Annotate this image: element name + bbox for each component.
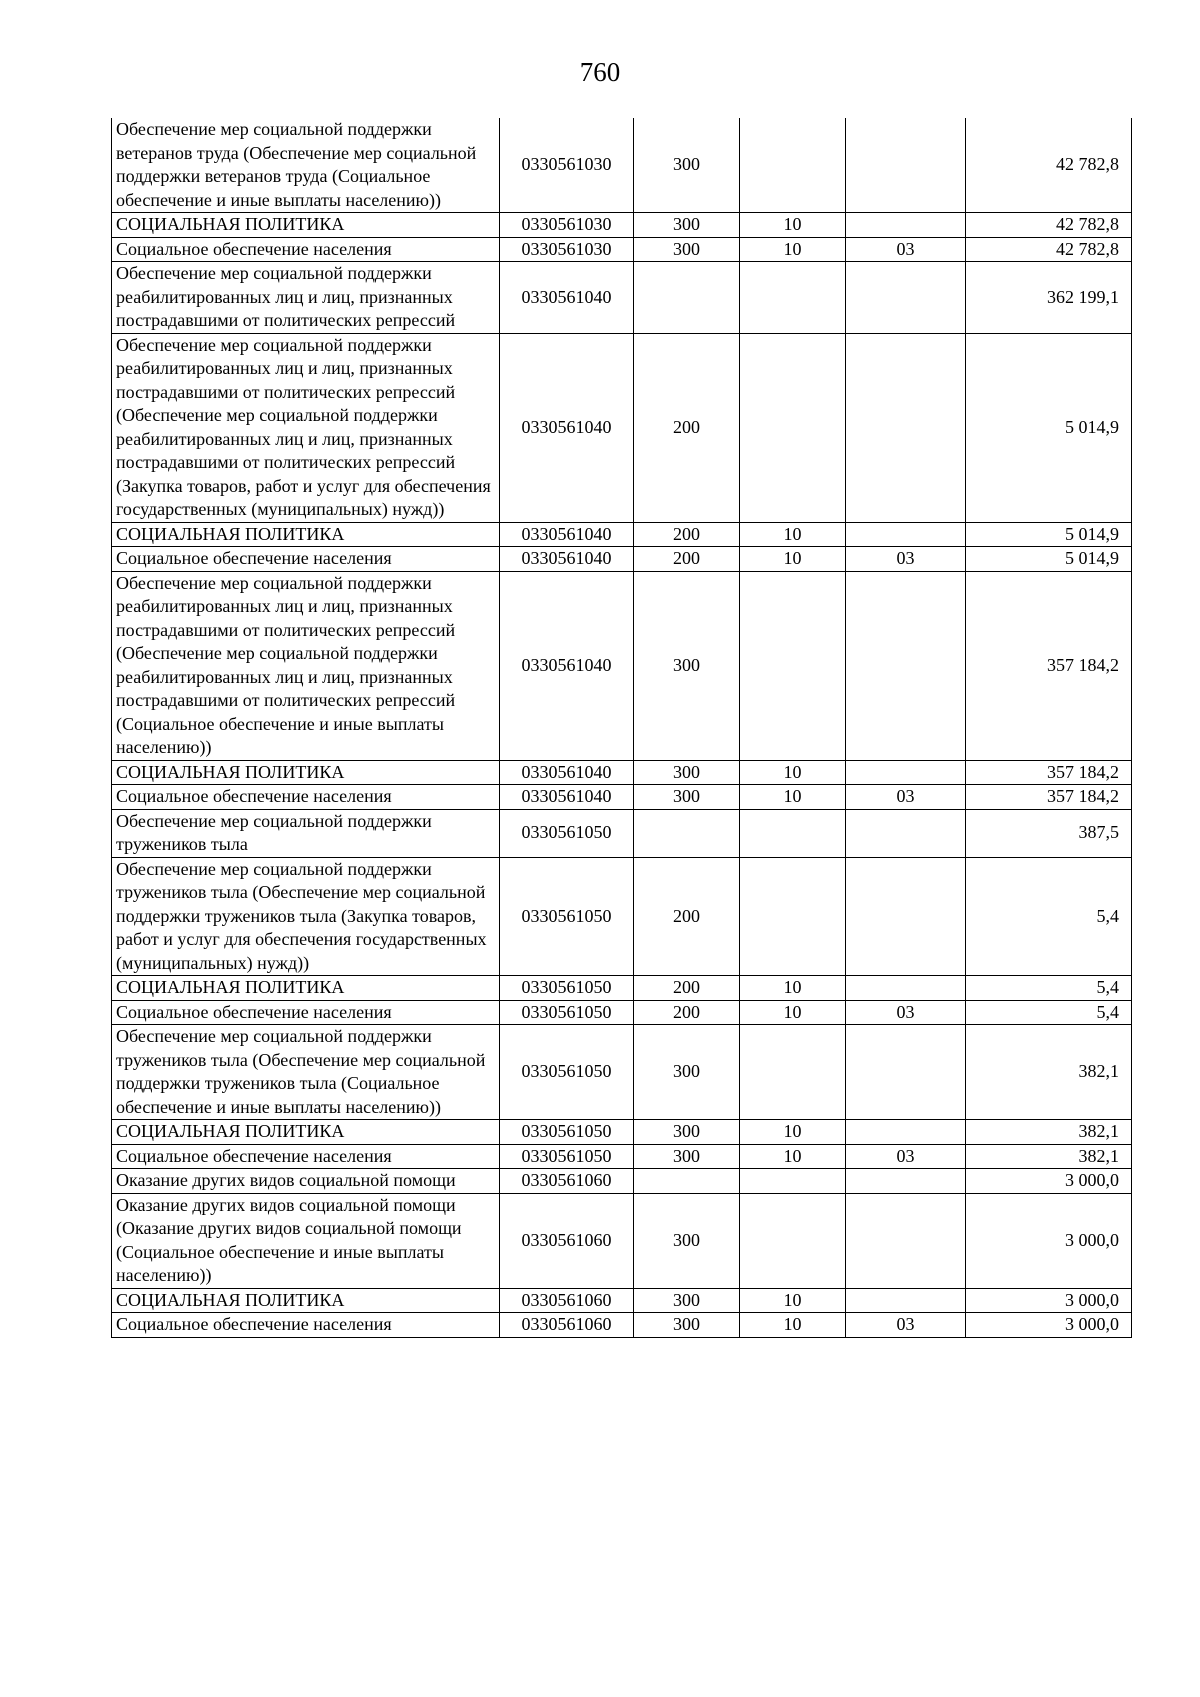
table-row xyxy=(112,262,1132,334)
row-subsection xyxy=(846,857,966,976)
row-subsection xyxy=(846,1193,966,1288)
row-section xyxy=(740,262,846,334)
row-subsection: 03 xyxy=(846,785,966,810)
row-code: 0330561050 xyxy=(500,857,634,976)
row-code: 0330561040 xyxy=(500,571,634,760)
row-amount: 3 000,0 xyxy=(966,1169,1132,1194)
row-name: Социальное обеспечение населения xyxy=(112,1313,500,1338)
row-amount: 3 000,0 xyxy=(966,1288,1132,1313)
row-type: 300 xyxy=(634,760,740,785)
row-subsection xyxy=(846,333,966,522)
row-name: Социальное обеспечение населения xyxy=(112,1000,500,1025)
row-subsection xyxy=(846,571,966,760)
row-amount: 42 782,8 xyxy=(966,237,1132,262)
row-section: 10 xyxy=(740,1120,846,1145)
row-name: Оказание других видов социальной помощи (Оказание других видов социальной помощи (Социальное обеспечение и иные выплаты населению)) xyxy=(112,1193,500,1288)
row-amount: 357 184,2 xyxy=(966,785,1132,810)
row-type: 200 xyxy=(634,1000,740,1025)
table-row xyxy=(112,213,1132,238)
row-amount: 5 014,9 xyxy=(966,547,1132,572)
row-name: Социальное обеспечение населения xyxy=(112,547,500,572)
table-row xyxy=(112,1288,1132,1313)
row-amount: 5,4 xyxy=(966,1000,1132,1025)
row-amount: 357 184,2 xyxy=(966,571,1132,760)
row-type: 300 xyxy=(634,1288,740,1313)
budget-table-body xyxy=(112,118,1132,1337)
row-name: СОЦИАЛЬНАЯ ПОЛИТИКА xyxy=(112,760,500,785)
row-section: 10 xyxy=(740,976,846,1001)
table-row xyxy=(112,1169,1132,1194)
row-subsection: 03 xyxy=(846,1000,966,1025)
row-code: 0330561040 xyxy=(500,785,634,810)
row-name: Обеспечение мер социальной поддержки реабилитированных лиц и лиц, признанных пострадавшими от политических репрессий (Обеспечение мер социальной поддержки реабилитированных лиц и лиц, признанных пострадавшими от политических репрессий (Социальное обеспечение и иные выплаты населению)) xyxy=(112,571,500,760)
row-name: Обеспечение мер социальной поддержки тружеников тыла (Обеспечение мер социальной поддержки тружеников тыла (Социальное обеспечение и иные выплаты населению)) xyxy=(112,1025,500,1120)
row-code: 0330561030 xyxy=(500,118,634,213)
table-row xyxy=(112,809,1132,857)
row-subsection: 03 xyxy=(846,237,966,262)
row-section: 10 xyxy=(740,1144,846,1169)
row-name: СОЦИАЛЬНАЯ ПОЛИТИКА xyxy=(112,213,500,238)
row-amount: 42 782,8 xyxy=(966,213,1132,238)
page-number: 760 xyxy=(579,57,621,87)
row-code: 0330561060 xyxy=(500,1288,634,1313)
row-section xyxy=(740,809,846,857)
row-amount: 387,5 xyxy=(966,809,1132,857)
row-type: 300 xyxy=(634,785,740,810)
row-amount: 5 014,9 xyxy=(966,333,1132,522)
row-amount: 362 199,1 xyxy=(966,262,1132,334)
row-section: 10 xyxy=(740,1288,846,1313)
row-code: 0330561030 xyxy=(500,237,634,262)
table-row xyxy=(112,857,1132,976)
row-section xyxy=(740,1193,846,1288)
row-type: 300 xyxy=(634,213,740,238)
row-subsection xyxy=(846,809,966,857)
row-subsection xyxy=(846,1120,966,1145)
row-subsection xyxy=(846,760,966,785)
budget-table xyxy=(111,118,1132,1338)
row-type: 200 xyxy=(634,522,740,547)
row-type: 200 xyxy=(634,857,740,976)
table-row xyxy=(112,547,1132,572)
table-row xyxy=(112,571,1132,760)
row-subsection xyxy=(846,1025,966,1120)
table-row xyxy=(112,522,1132,547)
row-name: Оказание других видов социальной помощи xyxy=(112,1169,500,1194)
table-row xyxy=(112,1193,1132,1288)
row-type: 300 xyxy=(634,1120,740,1145)
row-code: 0330561040 xyxy=(500,760,634,785)
row-name: Обеспечение мер социальной поддержки ветеранов труда (Обеспечение мер социальной поддержки ветеранов труда (Социальное обеспечение и иные выплаты населению)) xyxy=(112,118,500,213)
row-code: 0330561050 xyxy=(500,1144,634,1169)
row-name: СОЦИАЛЬНАЯ ПОЛИТИКА xyxy=(112,1120,500,1145)
row-type: 300 xyxy=(634,1025,740,1120)
row-code: 0330561060 xyxy=(500,1169,634,1194)
table-row xyxy=(112,1000,1132,1025)
row-name: СОЦИАЛЬНАЯ ПОЛИТИКА xyxy=(112,976,500,1001)
row-section: 10 xyxy=(740,547,846,572)
table-row xyxy=(112,785,1132,810)
row-amount: 3 000,0 xyxy=(966,1193,1132,1288)
row-type: 200 xyxy=(634,976,740,1001)
row-name: Обеспечение мер социальной поддержки тружеников тыла (Обеспечение мер социальной поддержки тружеников тыла (Закупка товаров, работ и услуг для обеспечения государственных (муниципальных) нужд)) xyxy=(112,857,500,976)
row-name: Обеспечение мер социальной поддержки реабилитированных лиц и лиц, признанных пострадавшими от политических репрессий xyxy=(112,262,500,334)
row-section: 10 xyxy=(740,213,846,238)
row-subsection: 03 xyxy=(846,1144,966,1169)
row-type: 300 xyxy=(634,571,740,760)
row-amount: 382,1 xyxy=(966,1120,1132,1145)
row-section xyxy=(740,571,846,760)
row-code: 0330561050 xyxy=(500,1000,634,1025)
table-row xyxy=(112,1025,1132,1120)
row-code: 0330561050 xyxy=(500,1025,634,1120)
table-row xyxy=(112,976,1132,1001)
row-code: 0330561060 xyxy=(500,1313,634,1338)
row-section xyxy=(740,118,846,213)
row-section: 10 xyxy=(740,522,846,547)
table-row xyxy=(112,760,1132,785)
table-row xyxy=(112,118,1132,213)
row-section: 10 xyxy=(740,785,846,810)
row-type xyxy=(634,1169,740,1194)
row-amount: 357 184,2 xyxy=(966,760,1132,785)
row-name: Социальное обеспечение населения xyxy=(112,1144,500,1169)
row-amount: 382,1 xyxy=(966,1144,1132,1169)
row-subsection xyxy=(846,1169,966,1194)
row-amount: 5,4 xyxy=(966,857,1132,976)
row-code: 0330561030 xyxy=(500,213,634,238)
row-subsection xyxy=(846,262,966,334)
row-subsection xyxy=(846,522,966,547)
row-name: Социальное обеспечение населения xyxy=(112,785,500,810)
row-amount: 382,1 xyxy=(966,1025,1132,1120)
row-section: 10 xyxy=(740,760,846,785)
row-name: Обеспечение мер социальной поддержки реабилитированных лиц и лиц, признанных пострадавшими от политических репрессий (Обеспечение мер социальной поддержки реабилитированных лиц и лиц, признанных пострадавшими от политических репрессий (Закупка товаров, работ и услуг для обеспечения государственных (муниципальных) нужд)) xyxy=(112,333,500,522)
row-name: Обеспечение мер социальной поддержки тружеников тыла xyxy=(112,809,500,857)
row-code: 0330561040 xyxy=(500,333,634,522)
row-type: 200 xyxy=(634,333,740,522)
row-name: Социальное обеспечение населения xyxy=(112,237,500,262)
row-subsection: 03 xyxy=(846,1313,966,1338)
row-type: 300 xyxy=(634,1193,740,1288)
row-amount: 5 014,9 xyxy=(966,522,1132,547)
row-section xyxy=(740,1169,846,1194)
row-subsection xyxy=(846,213,966,238)
row-section: 10 xyxy=(740,1313,846,1338)
row-code: 0330561040 xyxy=(500,262,634,334)
row-code: 0330561050 xyxy=(500,809,634,857)
table-row xyxy=(112,237,1132,262)
row-type: 300 xyxy=(634,1313,740,1338)
row-section xyxy=(740,333,846,522)
row-section xyxy=(740,857,846,976)
row-code: 0330561040 xyxy=(500,547,634,572)
row-type: 300 xyxy=(634,237,740,262)
table-row xyxy=(112,1144,1132,1169)
row-subsection xyxy=(846,1288,966,1313)
row-type xyxy=(634,809,740,857)
table-row xyxy=(112,1120,1132,1145)
row-type: 200 xyxy=(634,547,740,572)
row-type: 300 xyxy=(634,118,740,213)
row-section xyxy=(740,1025,846,1120)
row-section: 10 xyxy=(740,1000,846,1025)
row-section: 10 xyxy=(740,237,846,262)
row-name: СОЦИАЛЬНАЯ ПОЛИТИКА xyxy=(112,1288,500,1313)
row-name: СОЦИАЛЬНАЯ ПОЛИТИКА xyxy=(112,522,500,547)
row-code: 0330561060 xyxy=(500,1193,634,1288)
row-type: 300 xyxy=(634,1144,740,1169)
row-amount: 3 000,0 xyxy=(966,1313,1132,1338)
row-subsection xyxy=(846,976,966,1001)
row-code: 0330561050 xyxy=(500,1120,634,1145)
row-subsection: 03 xyxy=(846,547,966,572)
row-amount: 42 782,8 xyxy=(966,118,1132,213)
table-row xyxy=(112,333,1132,522)
row-amount: 5,4 xyxy=(966,976,1132,1001)
table-row xyxy=(112,1313,1132,1338)
row-code: 0330561050 xyxy=(500,976,634,1001)
row-code: 0330561040 xyxy=(500,522,634,547)
row-subsection xyxy=(846,118,966,213)
row-type xyxy=(634,262,740,334)
